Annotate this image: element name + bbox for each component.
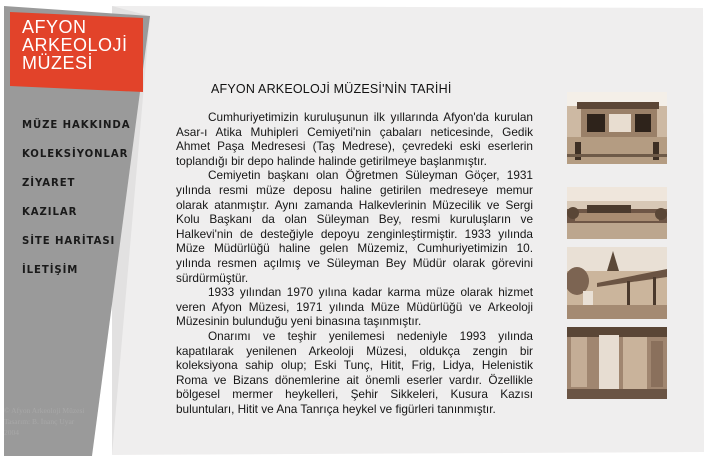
page-title: AFYON ARKEOLOJİ MÜZESİ'NİN TARİHİ [211, 82, 452, 96]
nav-item-muze-hakkinda[interactable]: MÜZE HAKKINDA [22, 118, 131, 131]
museum-garden-photo [567, 247, 667, 319]
copyright-note [4, 405, 96, 438]
logo-line: MÜZESİ [22, 53, 94, 73]
nav-item-ziyaret[interactable]: ZİYARET [22, 176, 76, 189]
nav-item-koleksiyonlar[interactable]: KOLEKSİYONLAR [22, 147, 129, 160]
article-paragraph: 1933 yılından 1970 yılına kadar karma müze olarak hizmet veren Afyon Müzesi, 1971 yılında Müze Müdürlüğü ve Arkeoloji Müzesinin bulunduğu yeni binasına taşınmıştır. [176, 285, 533, 329]
credit-line: Tasarım: B. İnanç Uyar [4, 417, 75, 426]
article-paragraph: Cumhuriyetimizin kuruluşunun ilk yıllarında Afyon'da kurulan Asar-ı Atika Muhipleri Cemiyeti'nin çabaları neticesinde, Gedik Ahmet Paşa Medresesi (Taş Medrese), çevredeki eski eserlerin toplandığı bir depo halinde halinde getirilmeye başlanmıştır. [176, 110, 533, 168]
credit-line: 2004 [4, 428, 19, 437]
logo-line: AFYON [22, 17, 87, 37]
nav-item-site-haritasi[interactable]: SİTE HARİTASI [22, 234, 116, 247]
main-nav [22, 118, 140, 292]
nav-item-iletisim[interactable]: İLETİŞİM [22, 263, 79, 276]
museum-entrance-photo [567, 92, 667, 164]
sculpture-hall-photo [567, 327, 667, 399]
credit-line: © Afyon Arkeoloji Müzesi [4, 406, 85, 415]
logo-line: ARKEOLOJİ [22, 35, 128, 55]
museum-building-photo [567, 177, 667, 249]
article-body [176, 110, 533, 416]
article-paragraph: Onarımı ve teşhir yenilemesi nedeniyle 1993 yılında kapatılarak yenilenen Arkeoloji Müzesi, oldukça zengin bir koleksiyona sahip olup; Eski Tunç, Hitit, Frig, Lidya, Helenistik Roma ve Bizans dönemlerine ait önemli eserler vardır. Özellikle bölgesel mermer heykelleri, Şehir Sikkeleri, Kusura Kazısı buluntuları, Hitit ve Ana Tanrıça heykel ve figürleri tanınmıştır. [176, 328, 533, 416]
article-paragraph: Cemiyetin başkanı olan Öğretmen Süleyman Göçer, 1931 yılında resmi müze deposu haline getirilen medreseye memur olarak atanmıştır. Aynı zamanda Halkevlerinin Müzecilik ve Sergi Kolu Başkanı da olan Süleyman Bey, resmi kuruluşların ve Halkevi'nin de desteğiyle depoyu zenginleştirmiştir. 1933 yılında Müze Müdürlüğü haline gelen Müzemiz, Cumhuriyetimizin 10. yılında resmen açılmış ve Süleyman Bey Müdür olarak görevini sürdürmüştür. [176, 168, 533, 285]
nav-item-kazilar[interactable]: KAZILAR [22, 205, 78, 218]
logo-text[interactable] [22, 18, 128, 72]
